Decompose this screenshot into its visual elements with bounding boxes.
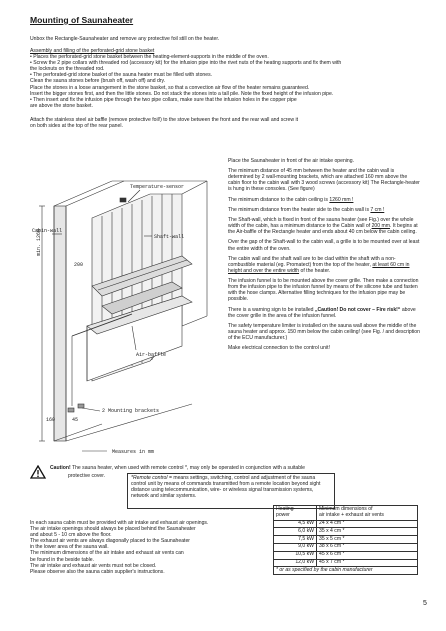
table-footnote: * or as specified by the cabin manufacturer xyxy=(274,567,418,575)
label-cabin-wall: Cabin-wall xyxy=(32,228,63,234)
assembly-line: • Then insert and fix the infusion pipe through the two pipe collars, make sure that the infusion holes in the copper pipe xyxy=(30,96,297,103)
instruction-p5-rest: . It begins at the Air-baffle of the Rectangle heater and ends about 40 cm below the cabin ceiling. xyxy=(228,223,418,236)
instruction-p5 xyxy=(228,217,420,235)
label-dim-160: 160 xyxy=(46,417,56,423)
warning-triangle-icon xyxy=(30,465,46,479)
table-header-cell: Minimum dimensions of xyxy=(317,506,418,513)
caution-text xyxy=(50,465,425,471)
instruction-p7 xyxy=(228,256,420,274)
label-dim-1260: min. 1260 xyxy=(36,228,42,256)
table-cell-dimensions: 35 x 4 cm * xyxy=(317,528,418,536)
ventilation-line: be found in the beside table. xyxy=(30,556,95,563)
assembly-line: are above the stone basket. xyxy=(30,102,93,109)
table-cell-dimensions: 35 x 5 cm * xyxy=(317,536,418,544)
cabin-wall-shape xyxy=(54,206,66,441)
instruction-p4-text: The minimum distance from the heater side to the cabin wall is xyxy=(228,206,371,213)
table-cell-dimensions: 24 x 4 cm * xyxy=(317,520,418,528)
instruction-p1: Place the Saunaheater in front of the air intake opening. xyxy=(228,158,355,164)
instruction-p10: The safety temperature limiter is installed on the sauna wall above the middle of the sauna heater and approx. 150 mm below the cabin ceiling! (see Fig. / and description of the ECU manufacturer.) xyxy=(228,322,420,341)
label-brackets: 2 Mounting brackets xyxy=(102,408,160,414)
table-row xyxy=(274,543,418,551)
label-dim-45: 45 xyxy=(72,417,79,423)
page-title: Mounting of Saunaheater xyxy=(30,15,134,25)
installation-drawing-svg xyxy=(32,176,224,456)
label-dim-200: 200 xyxy=(74,262,84,268)
table-cell-dimensions: 45 x 6 cm * xyxy=(317,551,418,559)
ventilation-line: The minimum dimensions of the air intake and exhaust air vents can xyxy=(30,550,184,557)
caution-lead: Caution! xyxy=(50,465,71,471)
instruction-p9-warning: „Caution! Do not cover – Fire risk!“ xyxy=(314,306,401,313)
assembly-line: • Places the perforated-grid stone basket between the heating-element-supports in the middle of the oven. xyxy=(30,54,269,61)
instruction-p8: The infusion funnel is to be mounted above the cover grille. Then make a connection from the infusion pipe to the infusion funnel by means of the silicone tube and fasten with the hose clamps. Alternative filling techniques for the infusion pipe may be possible. xyxy=(228,278,419,303)
ventilation-line: and about 5 - 10 cm above the floor. xyxy=(30,532,112,539)
ventilation-line: in the lower area of the sauna wall. xyxy=(30,544,109,551)
instruction-p9-text: There is a warning sign to be installed xyxy=(228,306,315,313)
table-cell-power: 7,5 kW xyxy=(274,536,317,544)
instruction-p2: The minimum distance of 45 mm between the heater and the cabin wall is determined by 2 wall-mounting brackets, which are attached 160 mm above the cabin floor to the cabin wall with 3 wood screws (accessory kit) The Rectangle-heater is hung in these consoles. (See figure) xyxy=(228,168,420,193)
table-header-cell: air intake + exhaust air vents xyxy=(317,513,418,520)
intro-text: Unbox the Rectangle-Saunaheater and remove any protective foil still on the heater. xyxy=(30,36,220,42)
table-cell-power: 9,0 kW xyxy=(274,543,317,551)
instruction-p5-text: The Shaft-wall, which is fixed in front of the sauna heater (see Fig.) over the whole width of the cabin, has a minimum distance to the Cabin wall of xyxy=(228,217,414,230)
ventilation-line: Please observe also the sauna cabin supplier's instructions. xyxy=(30,568,165,575)
table-footnote-row xyxy=(274,567,418,575)
table-row xyxy=(274,520,418,528)
assembly-line: • Screw the 2 pipe collars with threaded rod (accessory kit) for the infusion pipe into the rivet nuts of the heating supports and fix them with xyxy=(30,60,342,67)
table-cell-power: 12,0 kW xyxy=(274,559,317,567)
remote-control-definition: = means settings, switching, control and adjustment of the sauna control unit by means of commands transmitted from a remote location beyond sight distance using telecommunication, wire- or wireless signal transmission systems, network and similar systems. xyxy=(131,475,321,500)
instruction-p7-value: at least 60 cm in height and over the entire width xyxy=(228,261,410,274)
remote-control-term: *Remote control xyxy=(131,475,168,481)
instruction-p3 xyxy=(228,197,420,203)
instructions-column xyxy=(228,158,420,355)
assembly-section xyxy=(30,48,422,109)
instruction-p11: Make electrical connection to the control unit! xyxy=(228,345,330,352)
assembly-heading: Assembly and filling of the perforated-grid stone basket xyxy=(30,48,155,54)
table-cell-power: 6,0 kW xyxy=(274,528,317,536)
instruction-p5-value: 200 mm xyxy=(371,223,390,230)
instruction-p9-rest: above the cover grille in the area of the infusion funnel. xyxy=(228,306,416,319)
instruction-p3-value: 1260 mm ! xyxy=(329,196,354,203)
ventilation-text xyxy=(30,520,252,575)
instruction-p6: Over the gap of the Shaft-wall to the cabin wall, a grille is to be mounted over at least the entire width of the oven. xyxy=(228,239,420,252)
table-row xyxy=(274,536,418,544)
table-cell-dimensions: 45 x 7 cm * xyxy=(317,559,418,567)
table-row xyxy=(274,559,418,567)
assembly-line: Place the stones in a loose arrangement in the stone basket, so that a convection air flow of the heater remains guaranteed. xyxy=(30,84,310,91)
label-shaft-wall: Shaft-wall xyxy=(154,234,185,240)
table-cell-power: 4,5 kW xyxy=(274,520,317,528)
installation-drawing xyxy=(32,176,224,456)
label-air-baffle: Air-baffle xyxy=(136,352,167,358)
table-header-cell: Heating- xyxy=(274,506,317,513)
ventilation-line: In each sauna cabin must be provided with air intake and exhaust air openings. xyxy=(30,520,209,526)
assembly-line: • The perforated-grid stone basket of the sauna heater must be filled with stones. xyxy=(30,72,213,79)
baffle-line: Attach the stainless steel air baffle (remove protective foil!) to the stove between the front and the rear wall and screw it xyxy=(30,117,299,123)
page-number: 5 xyxy=(423,600,427,607)
remote-control-note xyxy=(127,473,335,509)
table-cell-power: 10,5 kW xyxy=(274,551,317,559)
assembly-line: Insert the bigger stones first, and then the little stones. Do not stack the stones into a tall pile. Note the fixed height of the infusion pipe. xyxy=(30,90,334,97)
ventilation-line: The air intake and exhaust air vents must not be closed. xyxy=(30,562,157,569)
table-header-row xyxy=(274,513,418,520)
caution-line1: The sauna heater, when used with remote control *, may only be operated in conjunction with a suitable xyxy=(70,465,306,471)
table-row xyxy=(274,551,418,559)
table-header-cell: power xyxy=(274,513,317,520)
instruction-p7-rest: of the heater. xyxy=(299,267,331,274)
table-cell-dimensions: 38 x 6 cm * xyxy=(317,543,418,551)
vent-dimensions-table xyxy=(273,505,418,575)
label-temp-sensor: Temperature-sensor xyxy=(130,184,185,190)
caution-line2: protective cover. xyxy=(68,473,106,479)
baffle-section xyxy=(30,117,422,129)
ventilation-line: The air intake openings should always be placed behind the Saunaheater xyxy=(30,526,196,533)
instruction-p7-text: The cabin wall and the shaft wall are to be clad within the shaft with a non-combustible material (eg. Promatect) from the top of the heater, xyxy=(228,255,396,268)
label-measures: Measures in mm xyxy=(112,449,155,455)
assembly-line: the locknuts on the threaded rod. xyxy=(30,66,105,73)
baffle-line: on both sides at the top of the rear panel. xyxy=(30,123,123,130)
table-row xyxy=(274,528,418,536)
assembly-line: Clean the sauna stones before (brush off, wash off) and dry. xyxy=(30,78,166,85)
instruction-p3-text: The minimum distance to the cabin ceiling is xyxy=(228,196,330,203)
instruction-p4 xyxy=(228,207,420,213)
instruction-p9 xyxy=(228,307,420,319)
ventilation-line: The exhaust air vents are always diagonally placed to the Saunaheater xyxy=(30,538,190,545)
instruction-p4-value: 7 cm ! xyxy=(370,206,385,213)
